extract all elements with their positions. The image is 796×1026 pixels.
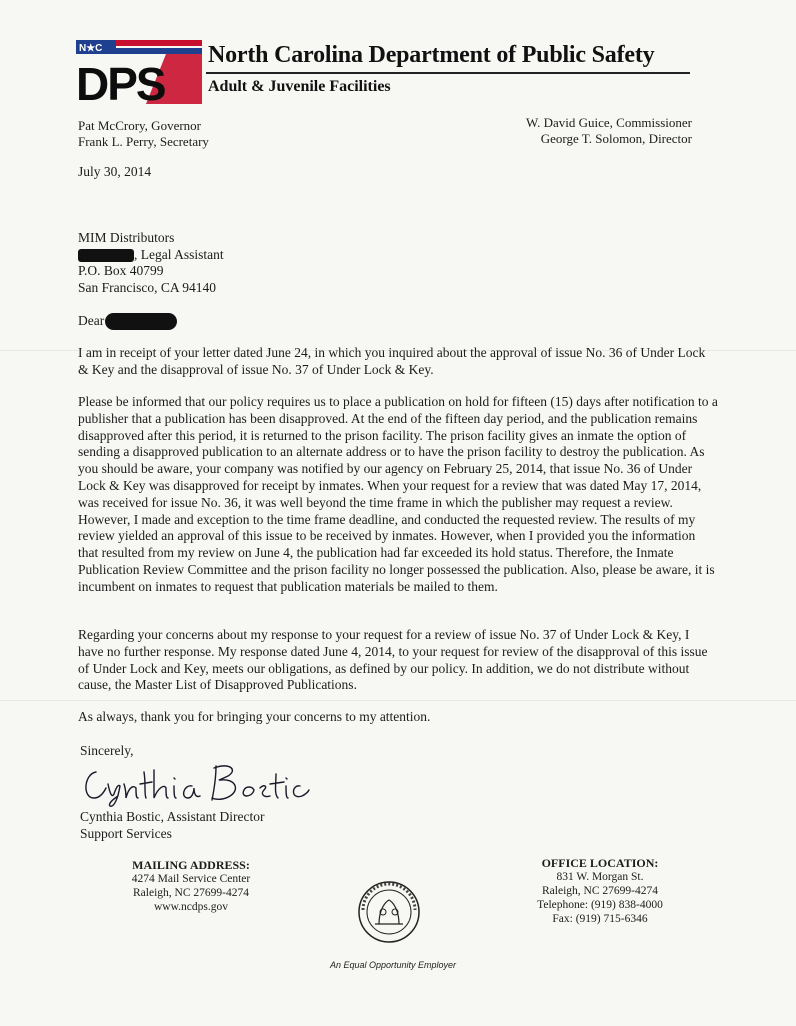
office-line: Raleigh, NC 27699-4274 [542,885,658,897]
website-link: www.ncdps.gov [154,901,228,913]
signer-name: Cynthia Bostic, Assistant Director [80,809,265,824]
equal-opportunity-tagline: An Equal Opportunity Employer [329,960,457,970]
officials-left [78,118,209,150]
department-title: North Carolina Department of Public Safety [208,42,655,68]
header-rule [206,72,690,74]
officials-right [526,115,692,147]
redaction-mark [78,249,134,262]
mailing-address-block [106,858,276,914]
salutation-text: Dear [78,313,105,328]
logo-state-text: N★C [79,43,103,54]
official-director: George T. Solomon, Director [540,131,692,146]
paper-fold-line [0,700,796,701]
recipient-title: , Legal Assistant [134,246,224,262]
mailing-heading: MAILING ADDRESS: [132,858,250,872]
letter-date: July 30, 2014 [78,164,152,179]
closing: Sincerely, [80,743,134,758]
division-title: Adult & Juvenile Facilities [208,78,391,95]
recipient-address [78,230,224,296]
dps-logo [76,40,202,104]
office-fax: Fax: (919) 715-6346 [552,913,648,925]
redaction-mark [105,313,177,330]
body-paragraph-4: As always, thank you for bringing your concerns to my attention. [78,709,431,724]
state-seal-icon [341,880,437,944]
office-heading: OFFICE LOCATION: [541,856,659,870]
mailing-line: Raleigh, NC 27699-4274 [133,887,249,899]
body-paragraph-2: Please be informed that our policy requires us to place a publication on hold for fifteen (15) days after notification to a publisher that a publication has been disapproved. At the end of the fifteen day period, and the publication remains disapproved after this period, it is returned to the prison facility. The prison facility gives an inmate the option of sending a disapproved publication to an alternate address or to have the prison facility to destroy the publication. As you should be aware, your company was notified by our agency on February 25, 2014, that issue No. 36 of Under Lock & Key was disapproved for receipt by inmates. When your request for a review that was dated May 17, 2014, was received for issue No. 36, it was well beyond the time frame in which the publisher may request a review. However, I made and exception to the time frame deadline, and conducted the requested review. The results of my review yielded an approval of this issue to be received by inmates. However, when I provided you the information that resulted from my review on June 4, the publication had far exceeded its hold status. Therefore, the Inmate Publication Review Committee and the prison facility no longer possessed the publication. Also, please be aware, it is incumbent on inmates to request that publication materials be mailed to them. [78,394,718,594]
handwritten-signature [80,754,310,810]
logo-text: DPS [76,58,165,104]
recipient-contact [78,247,224,264]
official-governor: Pat McCrory, Governor [78,118,201,133]
signer-unit: Support Services [80,826,172,841]
recipient-po-box: P.O. Box 40799 [78,263,164,278]
office-phone: Telephone: (919) 838-4000 [537,899,663,911]
mailing-line: 4274 Mail Service Center [131,873,251,885]
office-line: 831 W. Morgan St. [556,871,644,883]
office-location-block [520,856,680,926]
recipient-city: San Francisco, CA 94140 [78,279,216,295]
signer-block [80,808,265,842]
salutation [78,313,177,330]
body-paragraph-1: I am in receipt of your letter dated June 24, in which you inquired about the approval of issue No. 36 of Under Lock & Key and the disapproval of issue No. 37 of Under Lock & Key. [78,345,706,377]
official-secretary: Frank L. Perry, Secretary [78,134,209,149]
official-commissioner: W. David Guice, Commissioner [526,115,692,130]
recipient-company: MIM Distributors [78,230,175,245]
body-paragraph-3: Regarding your concerns about my response to your request for a review of issue No. 37 of Under Lock & Key, I have no further response. My response dated June 4, 2014, to your request for review of the disapproval of this issue of Under Lock and Key, meets our obligations, as defined by our policy. In addition, we do not distribute without cause, the Master List of Disapproved Publications. [78,627,708,693]
